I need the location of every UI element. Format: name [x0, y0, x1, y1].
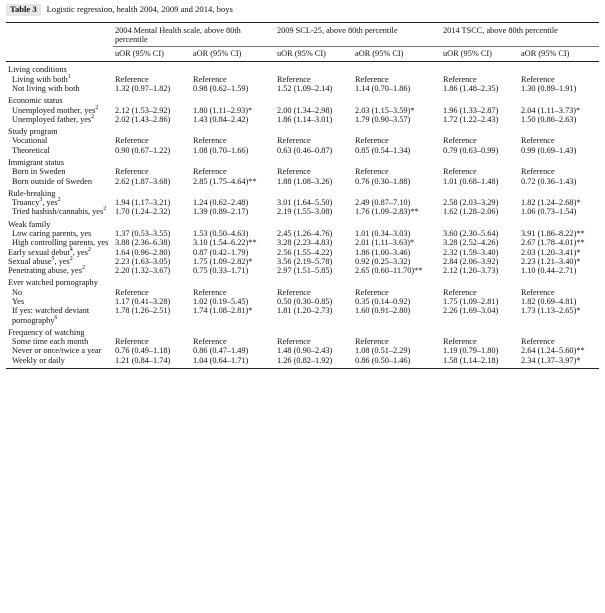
table-cell: 0.75 (0.33–1.71) [193, 266, 249, 276]
table-cell: 0.79 (0.63–0.99) [443, 145, 499, 155]
table-cell: Reference [277, 167, 311, 177]
table-cell: Reference [443, 337, 477, 347]
row-label-text: Truancy [12, 198, 40, 208]
table-cell: 1.43 (0.84–2.42) [193, 114, 249, 124]
table-cell: 0.86 (0.47–1.49) [193, 346, 249, 356]
row-label [6, 167, 113, 176]
section-row [6, 217, 599, 229]
col-aor-2014: aOR (95% CI) [519, 47, 599, 62]
table-row [6, 84, 599, 93]
row-label-text: High controlling parents, yes [12, 238, 109, 248]
row-label-text: Born outside of Sweden [12, 176, 92, 186]
group-header-2014: 2014 TSCC, above 80th percentile [441, 22, 599, 47]
table-row [6, 75, 599, 84]
table-row [6, 257, 599, 266]
table-cell: 2.56 (1.55–4.22) [277, 247, 333, 257]
row-label-suffix: , yes [54, 256, 70, 266]
table-cell: Reference [193, 337, 227, 347]
row-label [6, 248, 113, 257]
table-cell: Reference [355, 167, 389, 177]
table-cell: 0.86 (0.50–1.46) [353, 356, 441, 369]
table-cell: 2.26 (1.69–3.04) [443, 306, 499, 316]
table-cell: Reference [521, 167, 555, 177]
row-label-text: Unemployed mother, yes [12, 105, 96, 115]
table-row [6, 356, 599, 369]
table-cell: 0.50 (0.30–0.85) [277, 296, 333, 306]
group-header-2009: 2009 SCL-25, above 80th percentile [275, 22, 441, 47]
table-cell: Reference [443, 167, 477, 177]
table-cell: Reference [355, 136, 389, 146]
table-cell: 1.39 (0.89–2.17) [193, 207, 249, 217]
table-row [6, 248, 599, 257]
row-label [6, 136, 113, 145]
table-cell: 1.14 (0.70–1.86) [355, 84, 411, 94]
table-cell: Reference [443, 74, 477, 84]
regression-table [6, 22, 599, 369]
row-label-text: Some time each month [12, 337, 89, 347]
table-cell: 1.60 (0.91–2.80) [355, 306, 411, 316]
table-cell: Reference [193, 167, 227, 177]
table-cell: 1.50 (0.86–2.63) [521, 114, 577, 124]
table-cell: 2.97 (1.51–5.85) [277, 266, 333, 276]
table-cell: 2.23 (1.21–3.40)* [521, 256, 581, 266]
row-label [6, 106, 113, 115]
table-cell: 2.45 (1.26–4.76) [277, 228, 333, 238]
footnote-marker: 2 [103, 206, 107, 213]
table-cell: Reference [115, 287, 149, 297]
section-row [6, 93, 599, 105]
table-row [6, 288, 599, 297]
table-cell: 2.19 (1.55–3.08) [277, 207, 333, 217]
row-label-text: Not living with both [12, 84, 80, 94]
table-cell: 2.20 (1.32–3.67) [115, 266, 171, 276]
row-label-text: Born in Sweden [12, 167, 66, 177]
table-cell: 1.86 (1.48–2.35) [443, 84, 499, 94]
table-title: Logistic regression, health 2004, 2009 and 2014, boys [46, 4, 233, 14]
table-cell: 1.79 (0.90–3.57) [355, 114, 411, 124]
table-cell: 0.85 (0.54–1.34) [355, 145, 411, 155]
table-row [6, 229, 599, 238]
table-cell: Reference [443, 287, 477, 297]
table-cell: Reference [277, 337, 311, 347]
table-cell: 1.86 (1.14–3.01) [277, 114, 333, 124]
table-cell: 3.28 (2.52–4.26) [443, 238, 499, 248]
table-cell: 0.35 (0.14–0.92) [355, 296, 411, 306]
group-header-row [6, 22, 599, 47]
row-label-suffix: , yes [42, 198, 58, 208]
table-cell: 1.81 (1.20–2.73) [277, 306, 333, 316]
table-cell: 2.34 (1.37–3.97)* [519, 356, 599, 369]
table-cell: 1.17 (0.41–3.28) [115, 296, 171, 306]
table-cell: Reference [521, 287, 555, 297]
row-label-text: Tried hashish/cannabis, yes [12, 207, 104, 217]
table-row [6, 337, 599, 346]
table-cell: 0.72 (0.36–1.43) [521, 176, 577, 186]
table-cell: 2.12 (1.20–3.73) [443, 266, 499, 276]
table-cell: 2.67 (1.78–4.01)** [521, 238, 585, 248]
table-cell: 1.88 (1.08–3.26) [277, 176, 333, 186]
footnote-marker: 2 [91, 114, 95, 121]
row-label-text: If yes: watched deviant pornography [12, 306, 90, 325]
section-label: Weak family [8, 219, 51, 229]
row-label [6, 75, 113, 84]
table-cell: Reference [277, 136, 311, 146]
table-cell: 2.65 (0.60–11.70)** [355, 266, 423, 276]
row-label-text: Weekly or daily [12, 355, 65, 365]
table-cell: 2.62 (1.87–3.68) [115, 176, 171, 186]
table-cell: 2.01 (1.11–3.63)* [355, 238, 415, 248]
table-cell: 0.98 (0.62–1.59) [193, 84, 249, 94]
row-label [6, 84, 113, 93]
table-cell: Reference [193, 136, 227, 146]
table-cell: Reference [355, 287, 389, 297]
table-cell: 1.62 (1.28–2.06) [443, 207, 499, 217]
table-cell: 2.03 (1.20–3.41)* [521, 247, 581, 257]
table-caption [6, 4, 599, 16]
table-row [6, 136, 599, 145]
row-label [6, 337, 113, 346]
row-label [6, 306, 113, 325]
table-cell: 1.73 (1.13–2.65)* [521, 306, 581, 316]
row-label-text: Low caring parents, yes [12, 228, 92, 238]
table-cell: 1.48 (0.90–2.43) [277, 346, 333, 356]
footnote-marker: 3 [39, 197, 43, 204]
row-label [6, 288, 113, 297]
table-cell: 3.28 (2.23–4.83) [277, 238, 333, 248]
section-label: Study program [8, 127, 58, 137]
table-cell: 1.72 (1.22–2.43) [443, 114, 499, 124]
row-label [6, 238, 113, 247]
table-row [6, 177, 599, 186]
row-label [6, 207, 113, 216]
table-cell: 0.90 (0.67–1.22) [115, 145, 171, 155]
table-cell: 1.64 (0.96–2.80) [115, 247, 171, 257]
row-label-text: Sexual abuse [8, 256, 52, 266]
table-cell: 0.76 (0.49–1.18) [115, 346, 171, 356]
table-cell: 1.26 (0.82–1.92) [275, 356, 353, 369]
table-cell: 1.78 (1.26–2.51) [115, 306, 171, 316]
row-label-suffix: , yes [72, 247, 88, 257]
footnote-marker: 2 [81, 265, 85, 272]
table-cell: 3.10 (1.54–6.22)** [193, 238, 257, 248]
table-cell: Reference [115, 167, 149, 177]
table-cell: 0.99 (0.69–1.43) [521, 145, 577, 155]
row-label-text: Unemployed father, yes [12, 114, 92, 124]
table-cell: 0.87 (0.42–1.79) [193, 247, 249, 257]
row-label [6, 177, 113, 186]
table-cell: 2.03 (1.15–3.59)* [355, 105, 415, 115]
col-uor-2014: uOR (95% CI) [441, 47, 519, 62]
table-cell: Reference [115, 337, 149, 347]
table-number: Table 3 [6, 4, 41, 16]
table-row [6, 266, 599, 275]
row-label [6, 115, 113, 124]
footnote-marker: 6 [54, 314, 58, 321]
table-cell: 1.08 (0.70–1.66) [193, 145, 249, 155]
table-cell: 1.75 (1.09–2.82)* [193, 256, 253, 266]
table-cell: 2.58 (2.03–3.29) [443, 198, 499, 208]
table-cell: Reference [521, 74, 555, 84]
row-label-text: Vocational [12, 136, 48, 146]
table-cell: 1.80 (1.11–2.93)* [193, 105, 253, 115]
footnote-marker: 4 [69, 246, 73, 253]
row-label-text: Yes [12, 296, 25, 306]
section-row [6, 124, 599, 136]
table-cell: Reference [355, 74, 389, 84]
table-cell: 1.32 (0.97–1.82) [115, 84, 171, 94]
row-label [6, 257, 113, 266]
section-label: Ever watched pornography [8, 278, 98, 288]
table-cell: 0.76 (0.30–1.88) [355, 176, 411, 186]
table-row [6, 306, 599, 325]
section-row [6, 325, 599, 337]
table-cell: 1.52 (1.09–2.14) [277, 84, 333, 94]
table-cell: 2.64 (1.24–5.60)** [521, 346, 585, 356]
row-label-text: Early sexual debut [8, 247, 70, 257]
table-cell: 2.84 (2.06–3.92) [443, 256, 499, 266]
table-cell: 3.01 (1.64–5.50) [277, 198, 333, 208]
table-cell: Reference [193, 74, 227, 84]
table-row [6, 106, 599, 115]
section-row [6, 186, 599, 198]
table-cell: 3.56 (2.19–5.78) [277, 256, 333, 266]
table-cell: 1.02 (0.19–5.45) [193, 296, 249, 306]
table-cell: 2.85 (1.75–4.64)** [193, 176, 257, 186]
table-cell: Reference [115, 74, 149, 84]
table-cell: 1.53 (0.50–4.63) [193, 228, 249, 238]
group-header-2004: 2004 Mental Health scale, above 80th percentile [113, 22, 275, 47]
table-cell: 2.12 (1.53–2.92) [115, 105, 171, 115]
row-label [6, 356, 113, 369]
table-cell: 1.74 (1.08–2.81)* [193, 306, 253, 316]
table-cell: Reference [355, 337, 389, 347]
table-row [6, 297, 599, 306]
row-label [6, 198, 113, 207]
row-label [6, 297, 113, 306]
table-cell: 1.96 (1.33–2.87) [443, 105, 499, 115]
table-cell: Reference [277, 287, 311, 297]
section-label: Frequency of watching [8, 327, 85, 337]
table-cell: 1.04 (0.64–1.71) [191, 356, 275, 369]
table-row [6, 198, 599, 207]
footnote-marker: 2 [95, 104, 99, 111]
table-cell: 2.04 (1.11–3.73)* [521, 105, 581, 115]
table-cell: 3.60 (2.30–5.64) [443, 228, 499, 238]
table-cell: 1.86 (1.00–3.46) [355, 247, 411, 257]
row-label-text: Penetrating abuse, yes [8, 266, 82, 276]
row-label [6, 266, 113, 275]
table-row [6, 238, 599, 247]
table-cell: Reference [277, 74, 311, 84]
footnote-marker: 2 [69, 256, 73, 263]
table-cell: 1.82 (0.69–4.81) [521, 296, 577, 306]
table-cell: 1.10 (0.44–2.71) [521, 266, 577, 276]
table-cell: 0.63 (0.46–0.87) [277, 145, 333, 155]
table-cell: 2.49 (0.87–7.10) [355, 198, 411, 208]
section-row [6, 275, 599, 287]
col-uor-2009: uOR (95% CI) [275, 47, 353, 62]
table-cell: 1.70 (1.24–2.32) [115, 207, 171, 217]
col-aor-2009: aOR (95% CI) [353, 47, 441, 62]
section-label: Rule-breaking [8, 188, 56, 198]
row-label-text: Theoretical [12, 145, 50, 155]
table-cell: 2.00 (1.34–2.98) [277, 105, 333, 115]
table-cell: Reference [521, 337, 555, 347]
table-cell: 1.08 (0.51–2.29) [355, 346, 411, 356]
section-label: Living conditions [8, 65, 67, 75]
row-label-text: Living with both [12, 74, 68, 84]
table-cell: 1.30 (0.89–1.91) [521, 84, 577, 94]
col-aor-2004: aOR (95% CI) [191, 47, 275, 62]
table-cell: 1.82 (1.24–2.68)* [521, 198, 581, 208]
table-cell: 1.75 (1.09–2.81) [443, 296, 499, 306]
table-cell: 1.06 (0.73–1.54) [521, 207, 577, 217]
table-cell: Reference [193, 287, 227, 297]
table-cell: 1.01 (0.68–1.48) [443, 176, 499, 186]
table-cell: 2.23 (1.63–3.05) [115, 256, 171, 266]
column-header-row [6, 47, 599, 62]
footnote-marker: 2 [87, 246, 91, 253]
table-cell: 1.76 (1.09–2.83)** [355, 207, 419, 217]
col-uor-2004: uOR (95% CI) [113, 47, 191, 62]
table-cell: 1.19 (0.79–1.80) [443, 346, 499, 356]
table-row [6, 146, 599, 155]
section-label: Economic status [8, 96, 63, 106]
table-cell: 2.02 (1.43–2.86) [115, 114, 171, 124]
table-cell: 0.92 (0.25–3.32) [355, 256, 411, 266]
table-cell: 1.58 (1.14–2.18) [441, 356, 519, 369]
row-label-text: No [12, 287, 23, 297]
table-row [6, 346, 599, 355]
table-cell: 1.21 (0.84–1.74) [113, 356, 191, 369]
table-row [6, 207, 599, 216]
section-row [6, 155, 599, 167]
footnote-marker: 5 [51, 256, 55, 263]
row-label [6, 146, 113, 155]
footnote-marker: 1 [67, 73, 71, 80]
table-cell: Reference [115, 136, 149, 146]
table-cell: 1.01 (0.34–3.03) [355, 228, 411, 238]
table-cell: 3.91 (1.86–8.22)** [521, 228, 585, 238]
row-label-text: Never or once/twice a year [12, 346, 102, 356]
table-cell: 3.88 (2.36–6.38) [115, 238, 171, 248]
table-row [6, 115, 599, 124]
table-cell: 1.37 (0.53–3.55) [115, 228, 171, 238]
row-label [6, 229, 113, 238]
section-label: Immigrant status [8, 158, 64, 167]
table-cell: Reference [521, 136, 555, 146]
table-cell: 1.94 (1.17–3.21) [115, 198, 171, 208]
table-cell: 2.32 (1.59–3.40) [443, 247, 499, 257]
section-row [6, 62, 599, 75]
row-label [6, 346, 113, 355]
footnote-marker: 2 [57, 197, 61, 204]
table-cell: 1.24 (0.62–2.48) [193, 198, 249, 208]
table-row [6, 167, 599, 176]
table-cell: Reference [443, 136, 477, 146]
